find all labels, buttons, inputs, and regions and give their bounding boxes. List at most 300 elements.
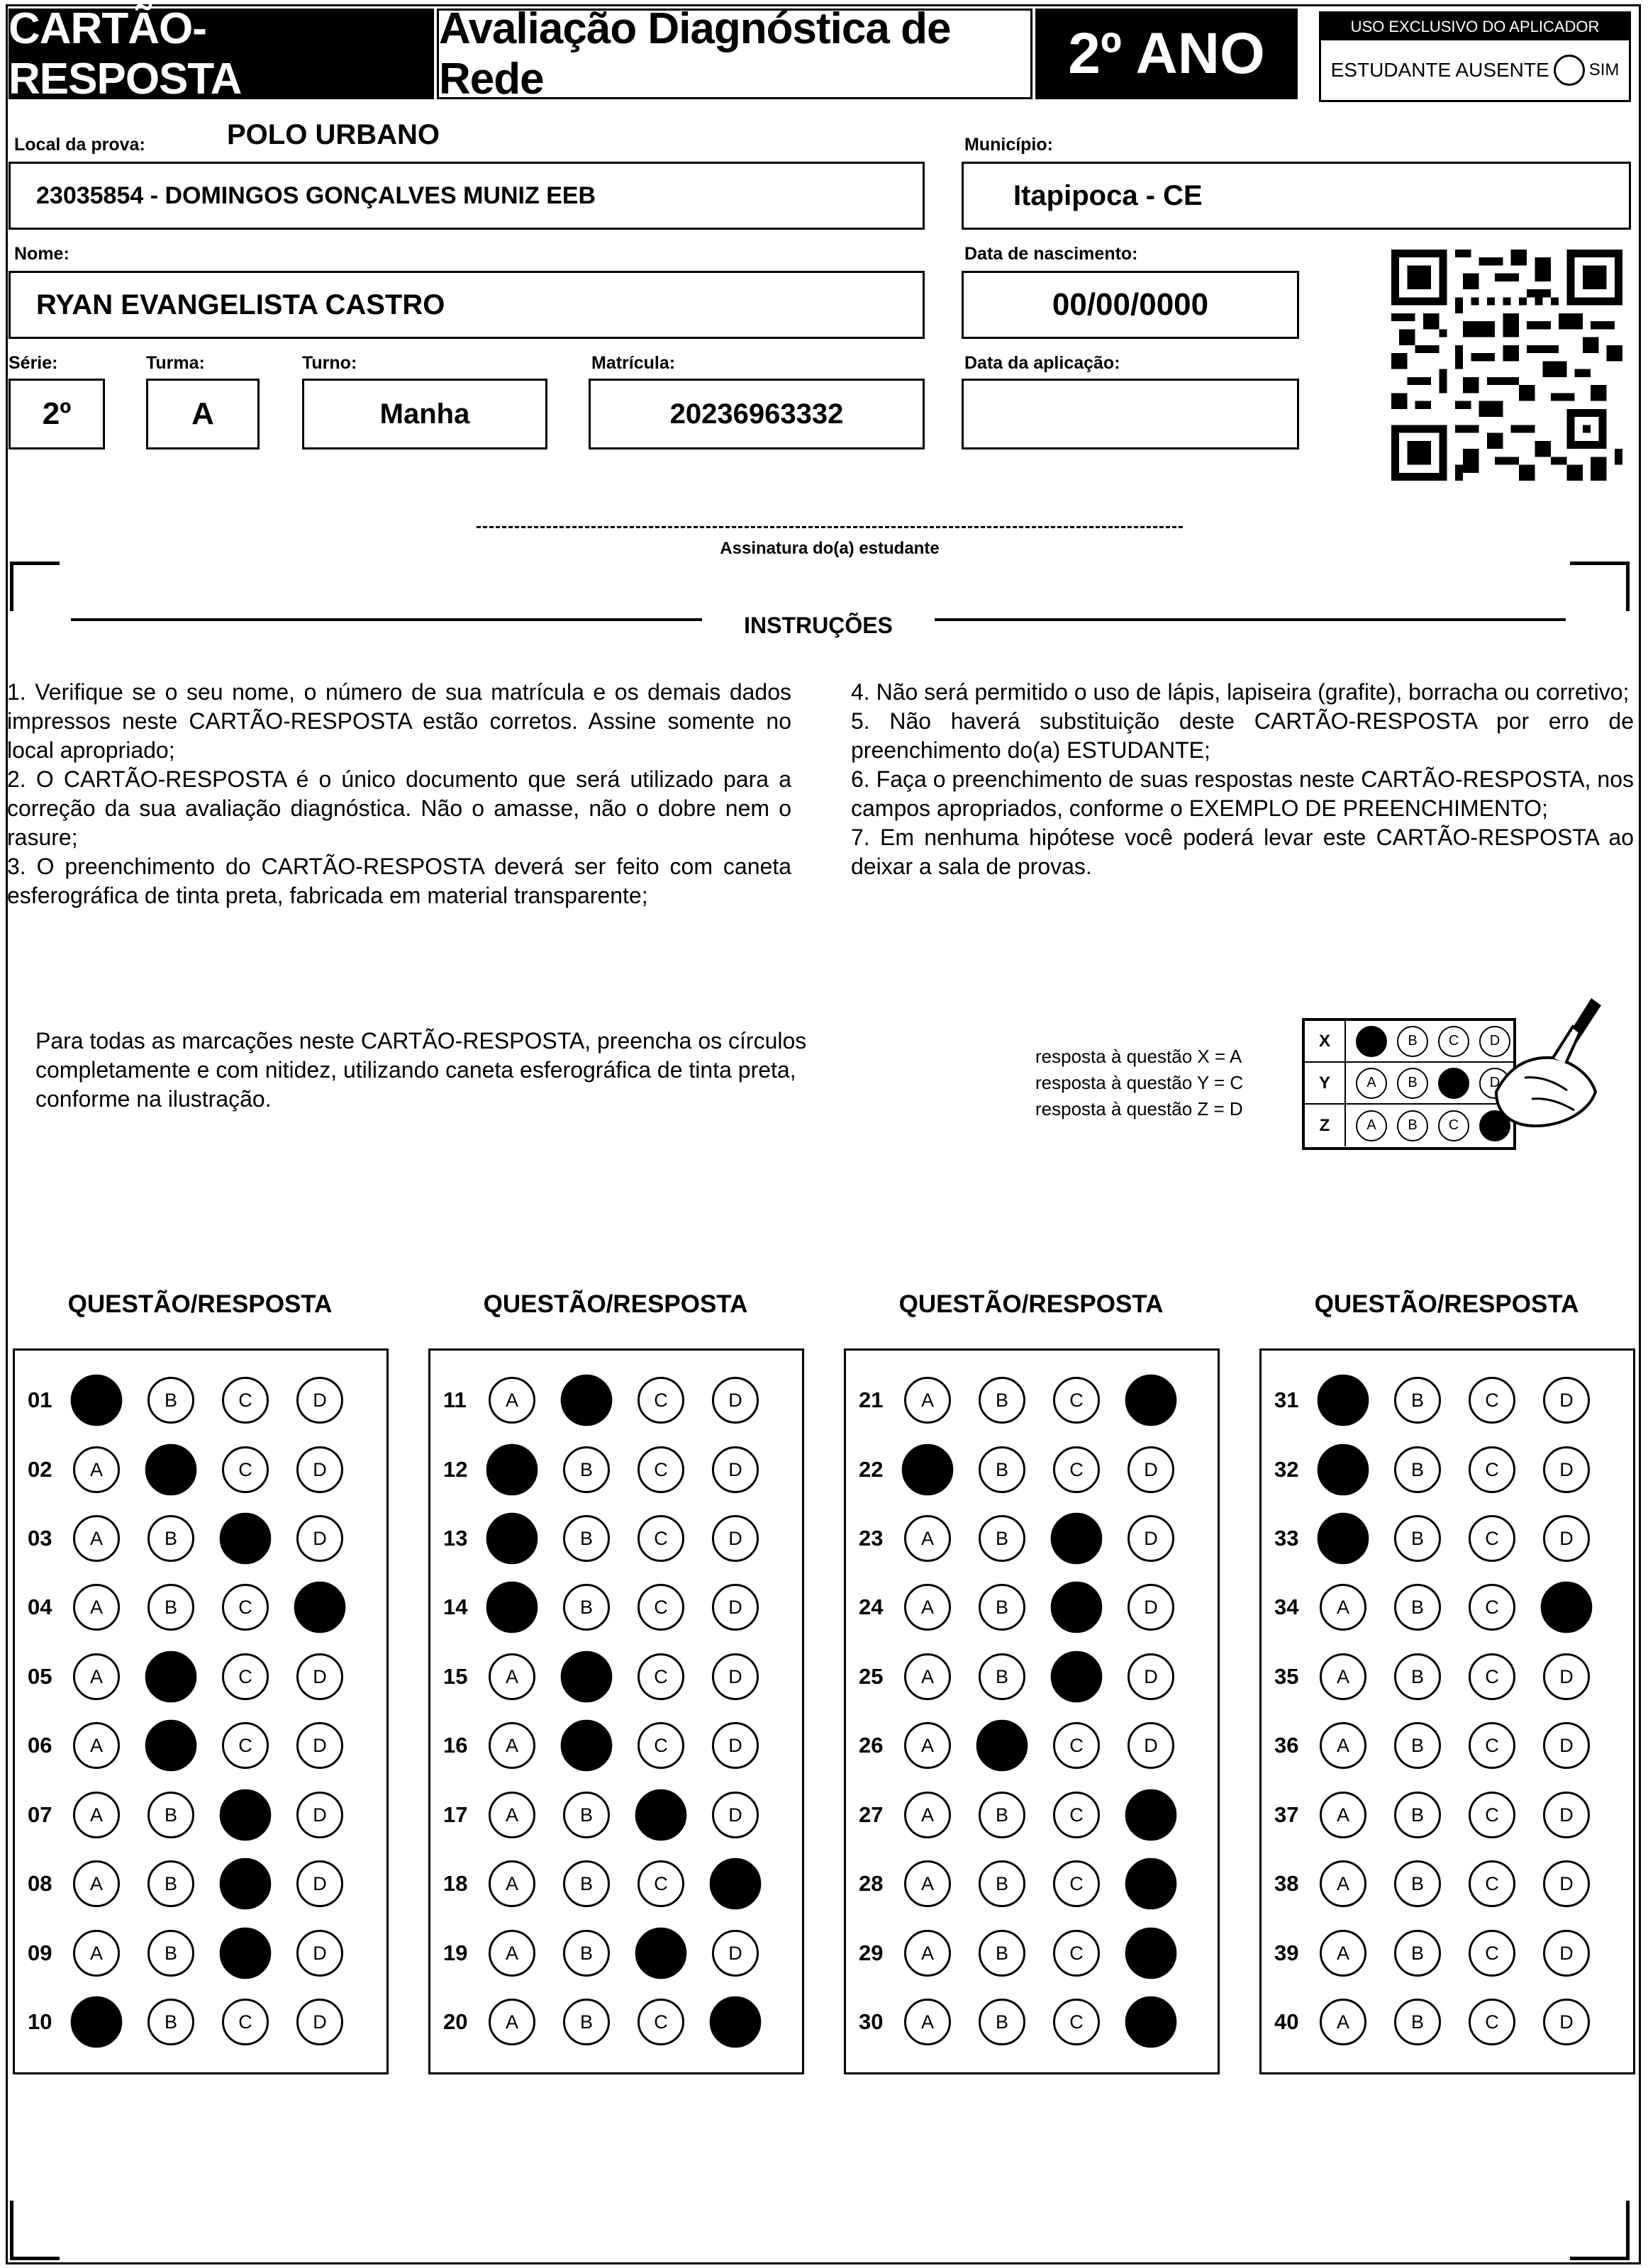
example-row-label: Z bbox=[1305, 1105, 1346, 1146]
answer-bubble-c[interactable] bbox=[1051, 1582, 1103, 1633]
answer-bubble-c[interactable] bbox=[635, 1928, 687, 1979]
corner-mark-bottom-left bbox=[10, 2201, 60, 2260]
question-number: 29 bbox=[859, 1940, 884, 1965]
answer-bubble-a[interactable]: A bbox=[489, 1792, 535, 1838]
answer-bubble-a[interactable] bbox=[1318, 1444, 1369, 1496]
question-number: 10 bbox=[28, 2009, 52, 2034]
answer-bubble-a[interactable]: A bbox=[489, 1377, 535, 1424]
answer-bubble-d[interactable]: D bbox=[1128, 1722, 1174, 1769]
question-number: 35 bbox=[1274, 1664, 1299, 1689]
answer-bubble-d[interactable]: D bbox=[1128, 1446, 1174, 1493]
absent-bubble[interactable] bbox=[1554, 55, 1585, 86]
question-number: 30 bbox=[859, 2009, 884, 2034]
nome-label: Nome: bbox=[14, 244, 69, 264]
answer-bubble-b[interactable]: B bbox=[979, 1515, 1025, 1562]
nascimento-value: 00/00/0000 bbox=[1052, 287, 1209, 322]
answer-bubble-d[interactable]: D bbox=[712, 1515, 759, 1562]
answer-bubble-c[interactable]: C bbox=[222, 1653, 269, 1700]
question-number: 19 bbox=[443, 1940, 468, 1965]
answer-bubble-a[interactable]: A bbox=[1320, 1792, 1366, 1838]
question-row bbox=[846, 1787, 1202, 1843]
signature-label: Assinatura do(a) estudante bbox=[720, 539, 940, 558]
question-row bbox=[1262, 1717, 1618, 1774]
instruction-5: 5. Não haverá substituição deste CARTÃO-RESPOSTA por erro de preenchimento do(a) ESTUDANTE; bbox=[851, 708, 1634, 763]
local-value: POLO URBANO bbox=[227, 119, 440, 150]
example-line-y: resposta à questão Y = C bbox=[1035, 1072, 1244, 1093]
answer-column-4 bbox=[1259, 1348, 1635, 2074]
question-number: 03 bbox=[28, 1526, 52, 1551]
answer-bubble-d[interactable]: D bbox=[1543, 1930, 1590, 1977]
answer-bubble-d[interactable]: D bbox=[296, 1653, 343, 1700]
municipio-label: Município: bbox=[964, 135, 1053, 155]
answer-bubble-c[interactable]: C bbox=[638, 1377, 684, 1424]
example-bubble-a: A bbox=[1356, 1110, 1387, 1141]
question-row bbox=[15, 1787, 371, 1843]
answer-bubble-a[interactable]: A bbox=[904, 1792, 951, 1838]
question-number: 18 bbox=[443, 1871, 468, 1896]
example-bubble-b: B bbox=[1397, 1068, 1428, 1099]
instructions-rule-left bbox=[71, 618, 702, 621]
question-number: 17 bbox=[443, 1802, 468, 1827]
answer-bubble-d[interactable]: D bbox=[712, 1792, 759, 1838]
question-row bbox=[430, 1787, 786, 1843]
question-row bbox=[846, 1648, 1202, 1705]
question-number: 39 bbox=[1274, 1940, 1299, 1965]
question-number: 11 bbox=[443, 1387, 467, 1412]
answer-bubble-b[interactable]: B bbox=[1394, 1930, 1441, 1977]
answer-bubble-d[interactable]: D bbox=[1128, 1515, 1174, 1562]
municipio-field bbox=[962, 162, 1631, 230]
answer-bubble-d[interactable]: D bbox=[296, 1722, 343, 1769]
corner-mark-top-left bbox=[10, 562, 60, 611]
answer-bubble-d[interactable] bbox=[710, 1858, 762, 1910]
answer-bubble-c[interactable]: C bbox=[638, 1653, 684, 1700]
question-number: 25 bbox=[859, 1664, 884, 1689]
answer-bubble-d[interactable]: D bbox=[1543, 1377, 1590, 1424]
answer-bubble-c[interactable] bbox=[635, 1789, 687, 1841]
answer-bubble-b[interactable]: B bbox=[563, 1446, 610, 1493]
exam-title: Avaliação Diagnóstica de Rede bbox=[437, 9, 1032, 99]
answer-bubble-d[interactable]: D bbox=[296, 1999, 343, 2045]
answer-bubble-b[interactable]: B bbox=[563, 1999, 610, 2045]
example-bubble-d: D bbox=[1479, 1026, 1510, 1057]
answer-bubble-a[interactable]: A bbox=[1320, 1653, 1366, 1700]
answer-bubble-b[interactable]: B bbox=[147, 1792, 194, 1838]
question-row bbox=[1262, 1510, 1618, 1567]
serie-value: 2º bbox=[42, 396, 72, 431]
answer-bubble-a[interactable]: A bbox=[904, 1860, 951, 1907]
answer-bubble-c[interactable]: C bbox=[222, 1377, 269, 1424]
answer-bubble-b[interactable] bbox=[561, 1375, 613, 1426]
question-number: 36 bbox=[1274, 1733, 1299, 1758]
grade-label: 2º ANO bbox=[1035, 9, 1298, 99]
answer-bubble-a[interactable]: A bbox=[73, 1446, 120, 1493]
serie-field bbox=[9, 379, 105, 449]
instruction-2: 2. O CARTÃO-RESPOSTA é o único documento que será utilizado para a correção da sua avaliação diagnóstica. Não o amasse, não o dobre nem o rasure; bbox=[7, 766, 791, 850]
question-number: 07 bbox=[28, 1802, 52, 1827]
answer-bubble-a[interactable]: A bbox=[73, 1722, 120, 1769]
answer-bubble-b[interactable]: B bbox=[147, 1515, 194, 1562]
answer-bubble-d[interactable] bbox=[294, 1582, 346, 1633]
aplicacao-field[interactable] bbox=[962, 379, 1299, 449]
answer-bubble-b[interactable]: B bbox=[979, 1792, 1025, 1838]
answer-bubble-a[interactable]: A bbox=[73, 1653, 120, 1700]
answer-bubble-a[interactable]: A bbox=[1320, 1584, 1366, 1631]
answer-bubble-d[interactable]: D bbox=[1543, 1792, 1590, 1838]
answer-bubble-a[interactable]: A bbox=[904, 1377, 951, 1424]
answer-bubble-d[interactable]: D bbox=[296, 1515, 343, 1562]
example-bubble-b: B bbox=[1397, 1026, 1428, 1057]
question-number: 01 bbox=[28, 1387, 52, 1412]
answer-bubble-a[interactable]: A bbox=[489, 1722, 535, 1769]
answer-bubble-c[interactable]: C bbox=[1469, 1999, 1515, 2045]
question-row bbox=[430, 1925, 786, 1982]
answer-bubble-c[interactable]: C bbox=[1053, 1792, 1100, 1838]
question-row bbox=[15, 1717, 371, 1774]
answer-bubble-b[interactable]: B bbox=[1394, 1377, 1441, 1424]
answer-bubble-c[interactable]: C bbox=[1469, 1792, 1515, 1838]
answer-bubble-c[interactable]: C bbox=[1469, 1584, 1515, 1631]
example-row-label: X bbox=[1305, 1021, 1346, 1061]
answer-bubble-b[interactable] bbox=[561, 1720, 613, 1772]
question-number: 02 bbox=[28, 1457, 52, 1482]
question-row bbox=[15, 1579, 371, 1636]
question-row bbox=[846, 1372, 1202, 1429]
answer-bubble-d[interactable]: D bbox=[712, 1653, 759, 1700]
answer-bubble-d[interactable] bbox=[710, 1996, 762, 2048]
answer-bubble-b[interactable]: B bbox=[1394, 1792, 1441, 1838]
question-number: 15 bbox=[443, 1664, 468, 1689]
answer-bubble-a[interactable]: A bbox=[489, 1860, 535, 1907]
question-number: 38 bbox=[1274, 1871, 1299, 1896]
example-bubble-a: A bbox=[1356, 1068, 1387, 1099]
answer-bubble-b[interactable]: B bbox=[1394, 1860, 1441, 1907]
answer-bubble-a[interactable]: A bbox=[489, 1653, 535, 1700]
answer-bubble-a[interactable]: A bbox=[73, 1515, 120, 1562]
answer-column-1 bbox=[13, 1348, 389, 2074]
answer-bubble-a[interactable] bbox=[486, 1513, 538, 1565]
absent-label: ESTUDANTE AUSENTE bbox=[1330, 59, 1549, 81]
question-row bbox=[846, 1994, 1202, 2050]
answer-bubble-a[interactable]: A bbox=[904, 1999, 951, 2045]
answer-bubble-d[interactable] bbox=[1125, 1928, 1177, 1979]
answer-bubble-a[interactable]: A bbox=[1320, 1722, 1366, 1769]
question-row bbox=[846, 1510, 1202, 1567]
answer-bubble-a[interactable] bbox=[486, 1444, 538, 1496]
answer-bubble-c[interactable]: C bbox=[638, 1999, 684, 2045]
question-number: 37 bbox=[1274, 1802, 1299, 1827]
column-title: QUESTÃO/RESPOSTA bbox=[898, 1290, 1164, 1318]
answer-bubble-b[interactable]: B bbox=[147, 1377, 194, 1424]
corner-mark-bottom-right bbox=[1570, 2201, 1630, 2260]
answer-bubble-d[interactable]: D bbox=[1128, 1584, 1174, 1631]
question-number: 04 bbox=[28, 1594, 52, 1619]
answer-bubble-d[interactable] bbox=[1125, 1858, 1177, 1910]
example-bubble-a bbox=[1356, 1026, 1387, 1057]
school-value: 23035854 - DOMINGOS GONÇALVES MUNIZ EEB bbox=[36, 181, 596, 209]
answer-bubble-a[interactable] bbox=[486, 1582, 538, 1633]
question-row bbox=[430, 1855, 786, 1912]
answer-bubble-b[interactable]: B bbox=[563, 1860, 610, 1907]
question-number: 21 bbox=[859, 1387, 884, 1412]
answer-bubble-b[interactable]: B bbox=[147, 1999, 194, 2045]
answer-bubble-a[interactable]: A bbox=[73, 1584, 120, 1631]
example-bubble-c bbox=[1438, 1068, 1469, 1099]
answer-column-3 bbox=[844, 1348, 1220, 2074]
answer-bubble-c[interactable]: C bbox=[1469, 1860, 1515, 1907]
answer-bubble-a[interactable] bbox=[71, 1375, 123, 1426]
example-line-x: resposta à questão X = A bbox=[1035, 1046, 1242, 1067]
answer-bubble-c[interactable]: C bbox=[1469, 1446, 1515, 1493]
question-row bbox=[430, 1510, 786, 1567]
question-row bbox=[1262, 1648, 1618, 1705]
answer-bubble-a[interactable]: A bbox=[73, 1792, 120, 1838]
question-row bbox=[15, 1510, 371, 1567]
question-number: 24 bbox=[859, 1594, 884, 1619]
question-row bbox=[846, 1579, 1202, 1636]
answer-bubble-d[interactable]: D bbox=[1543, 1860, 1590, 1907]
answer-bubble-d[interactable]: D bbox=[1543, 1999, 1590, 2045]
answer-bubble-b[interactable]: B bbox=[979, 1653, 1025, 1700]
answer-bubble-d[interactable]: D bbox=[296, 1930, 343, 1977]
answer-column-2 bbox=[428, 1348, 804, 2074]
answer-bubble-a[interactable] bbox=[902, 1444, 954, 1496]
answer-bubble-b[interactable]: B bbox=[979, 1446, 1025, 1493]
question-number: 06 bbox=[28, 1733, 52, 1758]
answer-bubble-b[interactable]: B bbox=[979, 1377, 1025, 1424]
instruction-4: 4. Não será permitido o uso de lápis, lapiseira (grafite), borracha ou corretivo; bbox=[851, 679, 1630, 705]
question-number: 40 bbox=[1274, 2009, 1299, 2034]
question-number: 05 bbox=[28, 1664, 52, 1689]
question-number: 33 bbox=[1274, 1526, 1299, 1551]
answer-bubble-c[interactable] bbox=[1051, 1651, 1103, 1703]
answer-bubble-b[interactable] bbox=[145, 1444, 197, 1496]
answer-bubble-b[interactable]: B bbox=[979, 1930, 1025, 1977]
answer-bubble-d[interactable] bbox=[1125, 1789, 1177, 1841]
question-number: 16 bbox=[443, 1733, 468, 1758]
answer-bubble-c[interactable]: C bbox=[638, 1860, 684, 1907]
turma-field bbox=[146, 379, 260, 449]
instruction-7: 7. Em nenhuma hipótese você poderá levar este CARTÃO-RESPOSTA ao deixar a sala de provas. bbox=[851, 825, 1634, 879]
answer-bubble-c[interactable]: C bbox=[222, 1446, 269, 1493]
answer-bubble-b[interactable]: B bbox=[563, 1792, 610, 1838]
question-row bbox=[1262, 1579, 1618, 1636]
answer-bubble-a[interactable]: A bbox=[1320, 1930, 1366, 1977]
instructions-rule-right bbox=[935, 618, 1566, 621]
answer-bubble-b[interactable]: B bbox=[1394, 1584, 1441, 1631]
answer-bubble-c[interactable]: C bbox=[1469, 1722, 1515, 1769]
answer-bubble-b[interactable]: B bbox=[979, 1999, 1025, 2045]
answer-bubble-b[interactable]: B bbox=[1394, 1653, 1441, 1700]
answer-bubble-b[interactable]: B bbox=[563, 1584, 610, 1631]
aplicacao-label: Data da aplicação: bbox=[964, 353, 1120, 373]
instruction-3: 3. O preenchimento do CARTÃO-RESPOSTA deverá ser feito com caneta esferográfica de tinta preta, fabricada em material transparente; bbox=[7, 854, 791, 908]
answer-bubble-c[interactable]: C bbox=[222, 1722, 269, 1769]
answer-bubble-d[interactable] bbox=[1125, 1375, 1177, 1426]
question-row bbox=[846, 1717, 1202, 1774]
answer-bubble-b[interactable]: B bbox=[147, 1584, 194, 1631]
answer-bubble-b[interactable]: B bbox=[563, 1515, 610, 1562]
answer-bubble-a[interactable]: A bbox=[1320, 1999, 1366, 2045]
nome-field bbox=[9, 271, 925, 339]
example-bubble-c: C bbox=[1438, 1110, 1469, 1141]
question-row bbox=[430, 1648, 786, 1705]
answer-bubble-c[interactable]: C bbox=[1469, 1377, 1515, 1424]
answer-bubble-d[interactable]: D bbox=[712, 1722, 759, 1769]
answer-bubble-c[interactable]: C bbox=[638, 1446, 684, 1493]
answer-bubble-d[interactable]: D bbox=[296, 1792, 343, 1838]
answer-bubble-c[interactable]: C bbox=[1053, 1999, 1100, 2045]
answer-bubble-b[interactable]: B bbox=[1394, 1722, 1441, 1769]
answer-bubble-a[interactable] bbox=[71, 1996, 123, 2048]
question-number: 20 bbox=[443, 2009, 468, 2034]
answer-bubble-c[interactable]: C bbox=[1469, 1515, 1515, 1562]
answer-bubble-c[interactable]: C bbox=[1053, 1722, 1100, 1769]
answer-bubble-c[interactable]: C bbox=[1053, 1446, 1100, 1493]
answer-bubble-b[interactable]: B bbox=[1394, 1999, 1441, 2045]
instructions-left bbox=[7, 678, 791, 910]
question-row bbox=[1262, 1994, 1618, 2050]
question-number: 14 bbox=[443, 1594, 468, 1619]
answer-bubble-c[interactable] bbox=[220, 1513, 272, 1565]
answer-bubble-a[interactable]: A bbox=[904, 1515, 951, 1562]
question-number: 12 bbox=[443, 1457, 468, 1482]
question-row bbox=[846, 1925, 1202, 1982]
answer-bubble-a[interactable]: A bbox=[73, 1930, 120, 1977]
matricula-value: 20236963332 bbox=[669, 398, 844, 430]
answer-bubble-d[interactable]: D bbox=[296, 1377, 343, 1424]
qr-code-icon bbox=[1391, 250, 1622, 481]
nascimento-label: Data de nascimento: bbox=[964, 244, 1138, 264]
question-number: 32 bbox=[1274, 1457, 1299, 1482]
example-bubble-b: B bbox=[1397, 1110, 1428, 1141]
question-row bbox=[15, 1372, 371, 1429]
school-field bbox=[9, 162, 925, 230]
turno-label: Turno: bbox=[302, 353, 357, 373]
answer-bubble-b[interactable] bbox=[145, 1720, 197, 1772]
answer-bubble-d[interactable]: D bbox=[712, 1930, 759, 1977]
answer-bubble-c[interactable]: C bbox=[1469, 1653, 1515, 1700]
answer-bubble-d[interactable]: D bbox=[296, 1860, 343, 1907]
answer-bubble-d[interactable]: D bbox=[1543, 1722, 1590, 1769]
question-row bbox=[1262, 1925, 1618, 1982]
answer-bubble-a[interactable]: A bbox=[904, 1722, 951, 1769]
answer-bubble-d[interactable]: D bbox=[712, 1584, 759, 1631]
example-bubble-d: D bbox=[1479, 1068, 1510, 1099]
answer-bubble-a[interactable]: A bbox=[904, 1653, 951, 1700]
answer-bubble-a[interactable] bbox=[1318, 1375, 1369, 1426]
answer-bubble-c[interactable]: C bbox=[638, 1584, 684, 1631]
question-row bbox=[430, 1372, 786, 1429]
corner-mark-top-right bbox=[1570, 562, 1630, 611]
nascimento-field bbox=[962, 271, 1299, 339]
question-row bbox=[430, 1994, 786, 2050]
answer-bubble-c[interactable]: C bbox=[638, 1515, 684, 1562]
answer-bubble-d[interactable] bbox=[1541, 1582, 1593, 1633]
answer-bubble-b[interactable] bbox=[145, 1651, 197, 1703]
question-row bbox=[1262, 1855, 1618, 1912]
card-title: CARTÃO-RESPOSTA bbox=[9, 9, 434, 99]
answer-bubble-c[interactable] bbox=[220, 1789, 272, 1841]
local-label: Local da prova: bbox=[14, 135, 145, 155]
answer-bubble-b[interactable]: B bbox=[979, 1860, 1025, 1907]
example-bubble-c: C bbox=[1438, 1026, 1469, 1057]
answer-bubble-b[interactable]: B bbox=[563, 1930, 610, 1977]
question-row bbox=[15, 1925, 371, 1982]
question-number: 08 bbox=[28, 1871, 52, 1896]
nome-value: RYAN EVANGELISTA CASTRO bbox=[36, 289, 445, 320]
matricula-label: Matrícula: bbox=[591, 353, 676, 373]
answer-bubble-c[interactable]: C bbox=[1053, 1930, 1100, 1977]
question-number: 27 bbox=[859, 1802, 884, 1827]
answer-bubble-c[interactable]: C bbox=[1053, 1377, 1100, 1424]
answer-bubble-c[interactable]: C bbox=[222, 1999, 269, 2045]
answer-bubble-d[interactable]: D bbox=[1128, 1653, 1174, 1700]
answer-bubble-d[interactable]: D bbox=[712, 1377, 759, 1424]
answer-bubble-a[interactable]: A bbox=[1320, 1860, 1366, 1907]
turno-value: Manha bbox=[379, 398, 470, 430]
answer-bubble-c[interactable]: C bbox=[1469, 1930, 1515, 1977]
answer-bubble-a[interactable]: A bbox=[904, 1930, 951, 1977]
answer-bubble-b[interactable]: B bbox=[147, 1860, 194, 1907]
question-number: 09 bbox=[28, 1940, 52, 1965]
answer-bubble-b[interactable] bbox=[976, 1720, 1028, 1772]
answer-bubble-d[interactable]: D bbox=[712, 1446, 759, 1493]
question-row bbox=[1262, 1787, 1618, 1843]
answer-bubble-c[interactable] bbox=[220, 1858, 272, 1910]
answer-bubble-a[interactable] bbox=[1318, 1513, 1369, 1565]
answer-bubble-d[interactable]: D bbox=[1543, 1515, 1590, 1562]
question-row bbox=[846, 1441, 1202, 1498]
answer-bubble-b[interactable] bbox=[561, 1651, 613, 1703]
answer-bubble-d[interactable]: D bbox=[1543, 1446, 1590, 1493]
answer-bubble-d[interactable]: D bbox=[1543, 1653, 1590, 1700]
answer-bubble-c[interactable]: C bbox=[638, 1722, 684, 1769]
answer-bubble-d[interactable]: D bbox=[296, 1446, 343, 1493]
question-number: 22 bbox=[859, 1457, 884, 1482]
answer-bubble-c[interactable]: C bbox=[222, 1584, 269, 1631]
question-row bbox=[1262, 1372, 1618, 1429]
question-row bbox=[846, 1855, 1202, 1912]
question-row bbox=[430, 1717, 786, 1774]
turma-value: A bbox=[191, 396, 214, 431]
answer-bubble-b[interactable]: B bbox=[1394, 1515, 1441, 1562]
column-title: QUESTÃO/RESPOSTA bbox=[67, 1290, 333, 1318]
question-number: 23 bbox=[859, 1526, 884, 1551]
signature-line[interactable] bbox=[477, 526, 1183, 528]
instruction-1: 1. Verifique se o seu nome, o número de sua matrícula e os demais dados impressos neste CARTÃO-RESPOSTA estão corretos. Assine somente no local apropriado; bbox=[7, 679, 791, 763]
serie-label: Série: bbox=[9, 353, 58, 373]
pen-hand-icon bbox=[1482, 993, 1617, 1134]
matricula-field bbox=[589, 379, 925, 449]
answer-bubble-b[interactable]: B bbox=[979, 1584, 1025, 1631]
answer-bubble-a[interactable]: A bbox=[489, 1999, 535, 2045]
answer-bubble-c[interactable] bbox=[1051, 1513, 1103, 1565]
answer-bubble-d[interactable] bbox=[1125, 1996, 1177, 2048]
answer-bubble-c[interactable] bbox=[220, 1928, 272, 1979]
answer-bubble-b[interactable]: B bbox=[1394, 1446, 1441, 1493]
answer-bubble-c[interactable]: C bbox=[1053, 1860, 1100, 1907]
question-row bbox=[430, 1579, 786, 1636]
answer-bubble-a[interactable]: A bbox=[904, 1584, 951, 1631]
answer-bubble-a[interactable]: A bbox=[489, 1930, 535, 1977]
answer-bubble-b[interactable]: B bbox=[147, 1930, 194, 1977]
answer-bubble-a[interactable]: A bbox=[73, 1860, 120, 1907]
question-number: 26 bbox=[859, 1733, 884, 1758]
applicator-label: USO EXCLUSIVO DO APLICADOR bbox=[1321, 13, 1629, 40]
example-line-z: resposta à questão Z = D bbox=[1035, 1098, 1243, 1119]
example-lines bbox=[1035, 1044, 1243, 1122]
